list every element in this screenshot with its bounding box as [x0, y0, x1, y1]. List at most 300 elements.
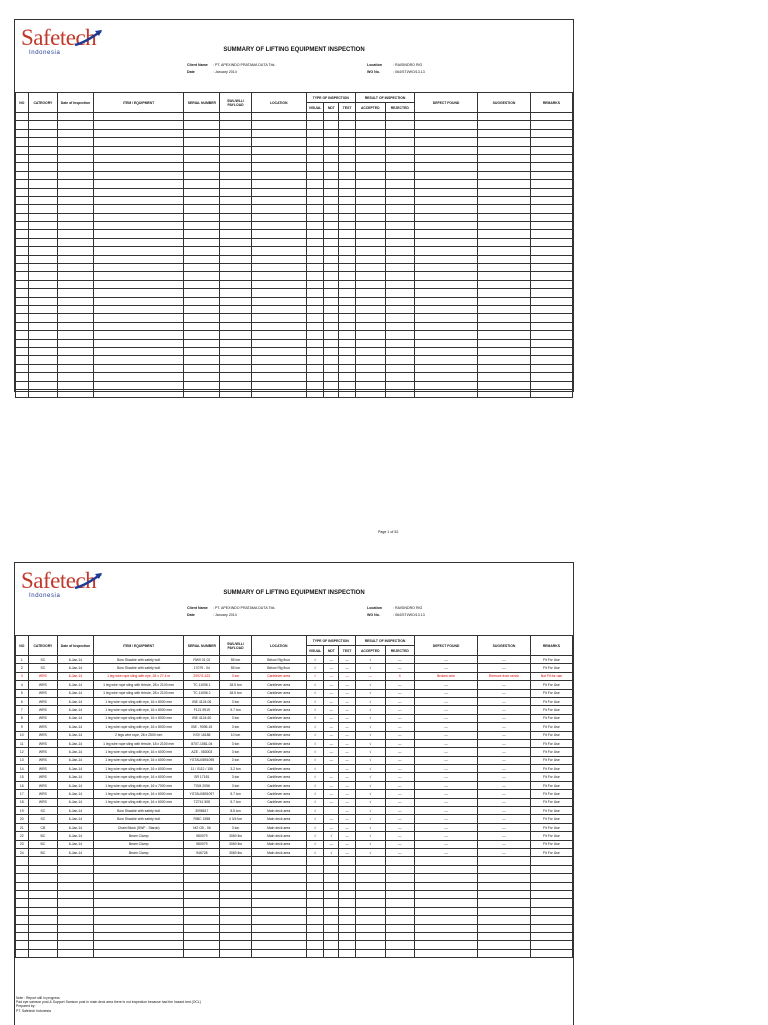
table-cell: [530, 322, 572, 330]
table-row-empty: [16, 924, 573, 932]
table-cell: 6-Jan-14: [58, 765, 94, 773]
table-cell: Cantilever area: [251, 739, 306, 747]
table-cell: 55 ton: [220, 656, 252, 664]
table-row-empty: [16, 146, 573, 154]
table-cell: [385, 247, 414, 255]
table-cell: [530, 874, 572, 882]
table-cell: [251, 146, 306, 154]
table-cell: [184, 272, 220, 280]
table-cell: SC: [28, 656, 57, 664]
table-cell: [385, 373, 414, 381]
prepared-by-company: PT. Safetech Indonesia: [16, 1008, 51, 1013]
table-cell: [414, 882, 477, 890]
table-cell: [184, 297, 220, 305]
table-cell: WRS: [28, 798, 57, 806]
table-cell: [184, 331, 220, 339]
table-cell: 3 ton: [220, 672, 252, 680]
table-cell: [184, 121, 220, 129]
table-cell: [530, 890, 572, 898]
logo-swoosh-icon: [73, 29, 103, 49]
table-cell: [356, 916, 385, 924]
table-cell: [414, 314, 477, 322]
table-cell: 1 leg wire rope sling with eye, 16 x 8000 mm: [93, 714, 184, 722]
table-cell: √: [306, 765, 324, 773]
table-cell: [385, 882, 414, 890]
table-cell: [306, 154, 324, 162]
table-cell: [184, 322, 220, 330]
table-cell: [478, 356, 531, 364]
table-cell: [385, 280, 414, 288]
table-cell: [93, 347, 184, 355]
table-cell: Fit For Use: [530, 756, 572, 764]
table-cell: [251, 339, 306, 347]
table-cell: AZE - 083003: [184, 748, 220, 756]
table-cell: [93, 356, 184, 364]
table-cell: [184, 113, 220, 121]
table-cell: —: [414, 781, 477, 789]
table-cell: [28, 331, 57, 339]
table-cell: [58, 180, 94, 188]
table-cell: —: [414, 748, 477, 756]
table-cell: [28, 247, 57, 255]
table-cell: [339, 222, 356, 230]
table-cell: [478, 364, 531, 372]
table-cell: √: [356, 681, 385, 689]
table-cell: 1 leg wire rope sling with ferrule, 18 x 2100 mm: [93, 739, 184, 747]
table-cell: [414, 180, 477, 188]
table-cell: Cantilever area: [251, 672, 306, 680]
table-cell: [306, 272, 324, 280]
table-cell: [530, 213, 572, 221]
col-header-category: CATEGORY: [28, 636, 57, 656]
table-cell: [306, 230, 324, 238]
table-cell: [58, 364, 94, 372]
logo-brand-text: Safetech: [21, 25, 97, 50]
table-cell: 3 ton: [220, 773, 252, 781]
table-cell: [356, 865, 385, 873]
col-header-defect: DEFECT FOUND: [414, 636, 477, 656]
table-row-empty: [16, 949, 573, 957]
table-cell: —: [385, 706, 414, 714]
table-cell: [356, 289, 385, 297]
table-row-empty: [16, 373, 573, 381]
table-cell: [414, 297, 477, 305]
table-cell: [306, 373, 324, 381]
table-cell: —: [385, 664, 414, 672]
table-cell: [356, 347, 385, 355]
table-cell: WRS: [28, 672, 57, 680]
table-cell: [324, 138, 339, 146]
table-cell: 1 leg wire rope sling with eye, 16 x 6000 mm: [93, 756, 184, 764]
table-cell: Cantilever area: [251, 748, 306, 756]
table-cell: WRS: [28, 706, 57, 714]
table-cell: [93, 314, 184, 322]
table-cell: [324, 205, 339, 213]
table-cell: [356, 322, 385, 330]
table-cell: [324, 314, 339, 322]
table-cell: [339, 255, 356, 263]
table-cell: Fit For Use: [530, 689, 572, 697]
table-cell: [251, 272, 306, 280]
col-header-date: Date of Inspection: [58, 93, 94, 113]
table-cell: [251, 129, 306, 137]
table-cell: [356, 890, 385, 898]
table-cell: √: [306, 840, 324, 848]
table-row-empty: [16, 113, 573, 121]
table-cell: [93, 213, 184, 221]
table-row: [16, 689, 573, 697]
table-cell: [356, 932, 385, 940]
table-cell: [220, 196, 252, 204]
table-cell: [385, 865, 414, 873]
table-cell: [385, 924, 414, 932]
table-cell: Beam Clamp: [93, 840, 184, 848]
table-cell: [339, 339, 356, 347]
table-cell: [385, 129, 414, 137]
table-cell: [478, 297, 531, 305]
table-cell: [220, 339, 252, 347]
table-row: [16, 765, 573, 773]
table-cell: [184, 314, 220, 322]
table-cell: [251, 865, 306, 873]
table-cell: [16, 222, 29, 230]
table-cell: [16, 932, 29, 940]
table-cell: 17: [16, 790, 29, 798]
table-cell: [530, 932, 572, 940]
table-cell: [385, 857, 414, 865]
logo-swoosh-icon: [73, 572, 103, 592]
table-cell: [28, 924, 57, 932]
table-cell: 6-Jan-14: [58, 706, 94, 714]
table-cell: [356, 857, 385, 865]
table-cell: [58, 305, 94, 313]
table-cell: [220, 113, 252, 121]
table-cell: 6-Jan-14: [58, 807, 94, 815]
table-cell: —: [385, 681, 414, 689]
table-cell: [324, 381, 339, 389]
table-cell: F121 9919: [184, 706, 220, 714]
table-cell: [324, 238, 339, 246]
table-cell: √: [356, 781, 385, 789]
table-cell: 6-Jan-14: [58, 815, 94, 823]
col-header-accepted: ACCEPTED: [356, 646, 385, 656]
table-cell: —: [339, 773, 356, 781]
table-cell: [339, 916, 356, 924]
table-cell: [58, 188, 94, 196]
table-cell: [324, 932, 339, 940]
table-cell: —: [339, 714, 356, 722]
table-cell: [93, 247, 184, 255]
table-cell: —: [414, 723, 477, 731]
table-cell: [530, 381, 572, 389]
col-header-result-of-inspection: RESULT OF INSPECTION: [356, 636, 415, 646]
table-cell: [251, 255, 306, 263]
table-row-empty: [16, 205, 573, 213]
table-cell: [58, 146, 94, 154]
table-cell: [220, 121, 252, 129]
col-header-type-of-inspection: TYPE OF INSPECTION: [306, 93, 355, 103]
table-cell: [478, 222, 531, 230]
table-row-empty: [16, 180, 573, 188]
table-cell: [414, 138, 477, 146]
table-cell: [530, 364, 572, 372]
col-header-item: ITEM / EQUIPMENT: [93, 93, 184, 113]
table-cell: [28, 949, 57, 957]
table-row-empty: [16, 188, 573, 196]
table-row-empty: [16, 907, 573, 915]
table-cell: [93, 364, 184, 372]
table-cell: —: [478, 815, 531, 823]
table-cell: 6-Jan-14: [58, 697, 94, 705]
table-cell: —: [339, 672, 356, 680]
col-header-suggestion: SUGGESTION: [478, 636, 531, 656]
table-cell: [414, 381, 477, 389]
table-cell: [356, 364, 385, 372]
table-cell: [93, 882, 184, 890]
table-cell: [356, 907, 385, 915]
table-cell: —: [385, 807, 414, 815]
table-cell: [28, 890, 57, 898]
table-cell: √: [306, 832, 324, 840]
table-cell: [251, 347, 306, 355]
table-cell: 6-Jan-14: [58, 823, 94, 831]
table-row-empty: [16, 890, 573, 898]
table-cell: [385, 339, 414, 347]
table-cell: [324, 765, 339, 773]
table-cell: [306, 932, 324, 940]
table-cell: [93, 255, 184, 263]
table-cell: [220, 916, 252, 924]
table-cell: [356, 171, 385, 179]
table-cell: √: [306, 689, 324, 697]
table-cell: √: [356, 756, 385, 764]
table-cell: [414, 154, 477, 162]
table-cell: [385, 163, 414, 171]
table-cell: Main deck area: [251, 823, 306, 831]
table-row-empty: [16, 932, 573, 940]
table-cell: —: [324, 815, 339, 823]
table-cell: [58, 264, 94, 272]
table-cell: [58, 230, 94, 238]
table-cell: [220, 857, 252, 865]
table-cell: 6-Jan-14: [58, 781, 94, 789]
table-cell: [16, 180, 29, 188]
table-cell: [58, 289, 94, 297]
table-cell: [16, 874, 29, 882]
table-cell: [93, 113, 184, 121]
table-cell: [93, 857, 184, 865]
table-cell: [251, 163, 306, 171]
table-cell: [414, 213, 477, 221]
table-cell: [356, 381, 385, 389]
table-cell: Fit For Use: [530, 765, 572, 773]
table-cell: [251, 857, 306, 865]
table-cell: [58, 238, 94, 246]
table-cell: [356, 213, 385, 221]
table-cell: [339, 289, 356, 297]
logo-brand-text: Safetech: [21, 568, 97, 593]
table-cell: [93, 339, 184, 347]
table-cell: [184, 138, 220, 146]
table-cell: [339, 381, 356, 389]
table-cell: [339, 907, 356, 915]
table-cell: [530, 121, 572, 129]
table-cell: [251, 180, 306, 188]
table-cell: —: [324, 840, 339, 848]
logo-sub-text: Indonesia: [29, 50, 61, 56]
col-header-ndt: NDT: [324, 103, 339, 113]
table-cell: [414, 289, 477, 297]
table-cell: [184, 264, 220, 272]
table-cell: [16, 238, 29, 246]
table-row-empty: [16, 314, 573, 322]
table-cell: √: [306, 848, 324, 856]
table-cell: [184, 373, 220, 381]
table-cell: —: [414, 790, 477, 798]
table-cell: [58, 932, 94, 940]
table-cell: [339, 890, 356, 898]
table-cell: Bow Shackle with safety bolt: [93, 656, 184, 664]
table-row-empty: [16, 322, 573, 330]
table-cell: [339, 322, 356, 330]
table-cell: [28, 882, 57, 890]
table-cell: [93, 238, 184, 246]
table-cell: Fit For Use: [530, 706, 572, 714]
table-cell: √: [356, 773, 385, 781]
table-cell: [478, 373, 531, 381]
table-cell: —: [478, 781, 531, 789]
table-cell: 3 ton: [220, 714, 252, 722]
table-cell: [16, 196, 29, 204]
table-cell: [339, 857, 356, 865]
table-cell: [28, 213, 57, 221]
table-cell: [478, 180, 531, 188]
table-cell: [28, 264, 57, 272]
table-cell: [28, 373, 57, 381]
table-cell: [306, 247, 324, 255]
table-cell: [324, 907, 339, 915]
table-row: [16, 681, 573, 689]
table-cell: Fit For Use: [530, 681, 572, 689]
table-cell: —: [324, 681, 339, 689]
table-cell: [478, 205, 531, 213]
table-cell: —: [324, 714, 339, 722]
table-cell: 1 leg wire rope sling with eye, 16 x 6000 mm: [93, 798, 184, 806]
table-cell: [530, 857, 572, 865]
table-cell: [324, 364, 339, 372]
table-cell: [16, 113, 29, 121]
table-cell: Cantilever area: [251, 790, 306, 798]
table-cell: [28, 146, 57, 154]
table-cell: 14: [16, 765, 29, 773]
table-cell: [251, 331, 306, 339]
table-cell: 6-Jan-14: [58, 790, 94, 798]
table-cell: [184, 222, 220, 230]
table-cell: 8707-1081-04: [184, 739, 220, 747]
table-cell: 9: [16, 723, 29, 731]
table-cell: 980079: [184, 840, 220, 848]
table-cell: [478, 899, 531, 907]
table-cell: [306, 890, 324, 898]
table-cell: [28, 865, 57, 873]
table-cell: [58, 941, 94, 949]
table-cell: 6-Jan-14: [58, 848, 94, 856]
table-cell: [385, 264, 414, 272]
table-cell: [356, 188, 385, 196]
table-cell: [478, 289, 531, 297]
table-cell: [28, 171, 57, 179]
table-cell: —: [414, 731, 477, 739]
table-cell: [28, 113, 57, 121]
table-cell: [58, 882, 94, 890]
table-cell: [184, 932, 220, 940]
table-cell: 1 leg wire rope sling with eye, 16 x 6000 mm: [93, 765, 184, 773]
table-cell: [339, 364, 356, 372]
wo-number-field: WO No. : 064/STI/WO/13.13: [367, 613, 425, 617]
table-cell: [339, 356, 356, 364]
table-cell: —: [339, 664, 356, 672]
table-cell: [16, 322, 29, 330]
table-cell: 24: [16, 848, 29, 856]
table-cell: [16, 188, 29, 196]
table-cell: KSV 16188: [184, 731, 220, 739]
table-cell: [306, 255, 324, 263]
table-cell: [385, 916, 414, 924]
table-cell: —: [339, 823, 356, 831]
table-cell: [16, 305, 29, 313]
table-cell: [324, 255, 339, 263]
table-row: [16, 815, 573, 823]
table-row: [16, 706, 573, 714]
table-cell: [251, 247, 306, 255]
table-cell: [356, 205, 385, 213]
col-header-no: NO: [16, 93, 29, 113]
table-cell: [16, 364, 29, 372]
table-cell: [28, 899, 57, 907]
table-cell: [324, 373, 339, 381]
table-cell: —: [339, 807, 356, 815]
table-cell: [306, 322, 324, 330]
table-cell: Broken wire: [414, 672, 477, 680]
table-cell: [16, 373, 29, 381]
table-cell: —: [478, 656, 531, 664]
table-cell: 3060 lbs: [220, 840, 252, 848]
table-cell: [93, 322, 184, 330]
table-cell: IBE 4124-60: [184, 714, 220, 722]
table-cell: [28, 916, 57, 924]
table-cell: —: [324, 664, 339, 672]
table-cell: [16, 146, 29, 154]
table-row-empty: [16, 347, 573, 355]
table-cell: 16: [16, 781, 29, 789]
table-cell: [16, 121, 29, 129]
table-cell: [324, 297, 339, 305]
table-cell: √: [306, 714, 324, 722]
inspection-table-filled: [15, 635, 573, 958]
table-cell: [339, 238, 356, 246]
table-cell: 8.5 ton: [220, 807, 252, 815]
table-cell: [356, 180, 385, 188]
wo-number-field: WO No. : 064/STI/WO/13.13: [367, 70, 425, 74]
table-row-empty: [16, 389, 573, 397]
table-cell: [414, 916, 477, 924]
table-row-empty: [16, 339, 573, 347]
table-cell: 980079: [184, 832, 220, 840]
table-cell: [220, 213, 252, 221]
table-cell: [414, 331, 477, 339]
table-cell: —: [478, 832, 531, 840]
table-row-empty: [16, 121, 573, 129]
